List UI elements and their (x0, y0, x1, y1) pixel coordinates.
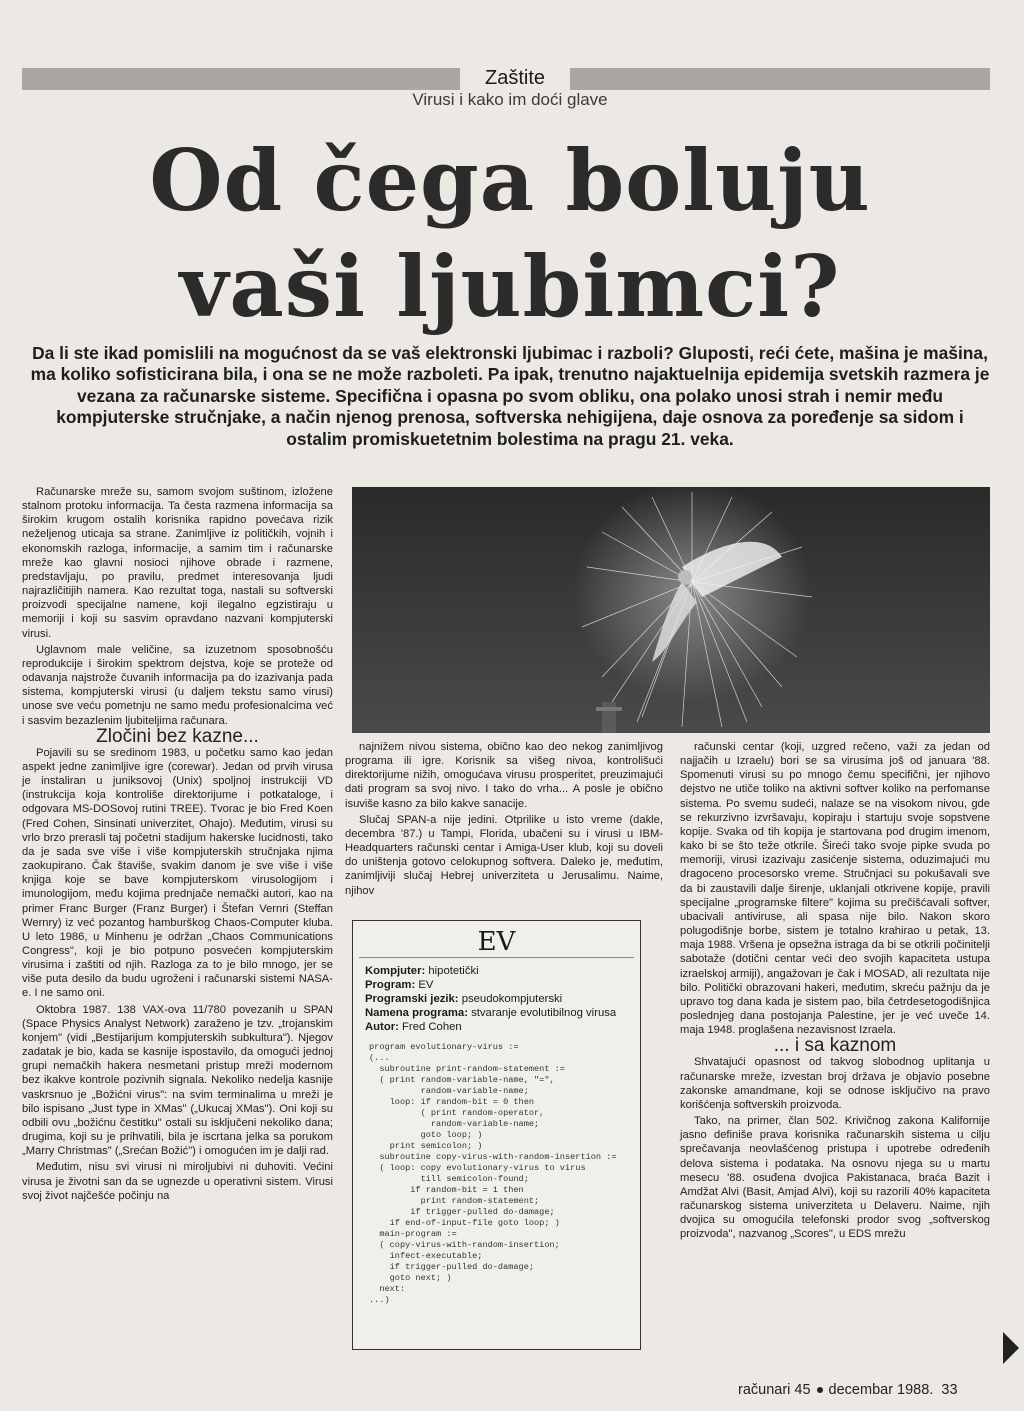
paragraph: Uglavnom male veličine, sa izuzetnom sposobnošću reprodukcije i širokim spektrom dejstva, koje se proteže od odavanja najstrože čuvanih informacija pa do izazivanja pada sistema, kompjuterski virusi (u daljem tekstu samo virusi) unose sve veću pometnju ne samo među profesionalcima već i sasvim bezazlenim ljubiteljima računara. (22, 643, 333, 727)
column-1 (22, 485, 333, 1205)
paragraph: Oktobra 1987. 138 VAX-ova 11/780 povezanih u SPAN (Space Physics Analyst Network) zaraženo je tzv. „trojanskim konjem" (vidi „Bestijarijum kompjuterskih subkultura"). Njegov zadatak je bio, kada se kasnije ispostavilo, da omogući jednoj grupi nemačkih hakera nesmetani pristup mreži modernom bez ikakve kontrole pozivnih signala. Nekoliko nedelja kasnije vaskrsnuo je „Božićni virus": na svim terminalima u mreži je bilo ispisano „Just type in XMas" („Ukucaj XMas"). Oni koji su odbili ovu „božićnu čestitku" ostali su isključeni nekoliko dana; drugima, koji su je prihvatili, bila je iscrtana jelka sa porukom „Marry Christmas" („Srećan Božić") i omogućen im je dalji rad. (22, 1003, 333, 1158)
page-number: 33 (941, 1382, 958, 1398)
sidebar-box (352, 920, 641, 1350)
bullet-icon (817, 1387, 823, 1393)
paragraph: Shvatajući opasnost od takvog slobodnog uplitanja u računarske mreže, izvestan broj država je objavio posebne zakonske amandmane, koji se odnose isključivo na pravo korišćenja softverskih proizvoda. (680, 1056, 990, 1111)
box-title: EV (359, 927, 634, 958)
page-footer (738, 1382, 998, 1398)
paragraph: najnižem nivou sistema, obično kao deo nekog zanimljivog programa ili igre. Korisnik sa višeg nivoa, kontrolišući direktorijume nižih, omogućava virusu prosperitet, preuzimajući dati program sa svoj nivo. I tako do vrha... A posle je obično isuviše kasno za bilo kakve sanacije. (345, 741, 663, 810)
paragraph: Slučaj SPAN-a nije jedini. Otprilike u isto vreme (dakle, decembra '87.) u Tampi, Florida, ubačeni su i virusi u IBM-Headquarters računski centar i Amiga-User klub, koji su doveli do uništenja gotovo celokupnog softvera. Daleko je, međutim, zanimljiviji slučaj Hebrej univerziteta u Jerusalimu. Naime, njihov (345, 813, 663, 897)
paragraph: Tako, na primer, član 502. Krivičnog zakona Kalifornije jasno definiše prava korisnika računarskih sistema u cilju sprečavanja neovlašćenog pristupa i upotrebe određenih delova sistema i podataka. Na osnovu njega su u martu mesecu '88. osuđena dvojica Pakistanaca, braća Bazit i Amdžat Alvi (Basit, Amjad Alvi), koji su razorili 40% kapaciteta računarskog sistema univerziteta u Delaveru. Naime, njih dvojica su omogućila telefonski prodor svog „softverskog proizvoda", nazvanog „Scores", u EDS mrežu (680, 1115, 990, 1241)
meta-purpose: Namena programa: stvaranje evolutibilnog virusa (365, 1007, 617, 1019)
column-2 (345, 740, 663, 900)
code-listing: program evolutionary-virus := (... subroutine print-random-statement := ( print random-variable-name, "=", random-variable-name; loop: if random-bit = 0 then ( print random-operator, random-variable-name; goto loop; ) print semicolon; ) subroutine copy-virus-with-random-insertion := ( loop: copy evolutionary-virus to virus till semicolon-found; if random-bit = 1 then print random-statement; if trigger-pulled do-damage; if end-of-input-file goto loop; ) main-program := ( copy-virus-with-random-insertion; infect-executable; if trigger-pulled do-damage; goto next; ) next: ...) (369, 1042, 617, 1305)
meta-computer: Kompjuter: hipotetički (365, 965, 479, 977)
paragraph: Računarske mreže su, samom svojom suštinom, izložene stalnom protoku informacija. Ta česta razmena informacija sa širokim krugom ostalih korisnika rapidno povećava rizik neželjenog uticaja sa strane. Zanimljive iz političkih, vojnih i ekonomskih razloga, informacije, a samim tim i računarske mreže kao glavni nosioci njihove obrade i razmene, predstavljaju, po pravilu, predmet interesovanja ljudi najrazličitijih namera. Kao rezultat toga, nastali su softverski proizvodi specijalne namene, koji ilegalno egzistiraju u memoriji i koji su sasvim opravdano nazvani kompjuterski virusi. (22, 486, 333, 640)
meta-program: Program: EV (365, 979, 434, 991)
paragraph: Pojavili su se sredinom 1983, u početku samo kao jedan aspekt jedne zanimljive igre (corewar). Jedan od prvih virusa je instaliran u juniksovoj (Unix) spoljnoj instrukciji VD (instrukcija koja kontroliše direktorijume i potkataloge, i odgovara MS-DOSovoj rutini TREE). Tvorac je bio Fred Koen (Fred Cohen, Sinsinati univerzitet, Ohajo). Međutim, virusi su vrlo brzo prerasli taj početni stadijum hakerske lucidnosti, tako da je sada sve više i više kompjuterskih stručnjaka njima zaokupirano. Čak štaviše, svakim danom je sve više i više knjiga koje se bave kompjuterskom virusologijom i imunologijom, među kojima prednjače nemački autori, kao na primer Franc Burger (Franz Burger) i Štefan Vernri (Steffan Wernry) iz već pozantog hamburškog Chaos-Computer kluba. U leto 1986, u Minhenu je održan „Chaos Communications Congress", koji je bio potpuno posvećen kompjuterskim virusima i zaštiti od njih. Razloga za to je bilo mnogo, jer se više puta desilo da budu ugroženi i računarski sistemi NASA-e. I ne samo oni. (22, 746, 333, 1000)
meta-language: Programski jezik: pseudokompjuterski (365, 993, 563, 1005)
meta-author: Autor: Fred Cohen (365, 1021, 462, 1033)
article-subtitle: Virusi i kako im doći glave (412, 90, 608, 109)
column-3 (680, 740, 990, 1243)
title-line-1: Od čega boluju (149, 131, 871, 230)
program-metadata (353, 958, 640, 1038)
paragraph: računski centar (koji, uzgred rečeno, važi za jedan od najjačih u Izraelu) bori se sa virusima još od januara '88. Spomenuti virusi su po mnogo čemu specifični, jer njihovo dejstvo ne utiče toliko na aktivni softver koliko na perfomanse sistema. Po svemu sudeći, nalaze se na visokom nivou, gde se rekurzivno izvršavaju, kopiraju i startuju svoje sopstvene kopije. Svaka od tih kopija je startovana pod drugim imenom, kako bi se što teže otkrile. Šireći tako svoje pipke svuda po memoriji, virusi izazivaju zasićenje sistema, oduzimajući mu dragoceno procesorsko vreme. Stručnjaci su pokušavali sve da bi zaustavili dalje širenje, uklanjali otkrivene kopije, pravili specijalne „programske filtere" kojima su prečišćavali softver, ubacivali antiviruse, ali spasa nije bilo. Nakon skoro polugodišnje borbe, sistem je totalno krahirao u petak, 13. maja 1988. Vršena je opsežna istraga da bi se otkrili počinitelji sabotaže (dotični centar veći deo svojih kapaciteta ustupa izraelskoj armiji), angažovan je čak i MOSAD, ali rezultata nije bilo. Politički obrazovani hakeri, međutim, skreću pažnju da je upravo tog dana kada je sistem pao, bila četrdesetogodišnjica poslednjeg dana postojanja Palestine, jer je već uveče 14. maja 1948. proglašena nezavisnost Izraela. (680, 741, 990, 1037)
article-title (60, 128, 960, 340)
article-lede: Da li ste ikad pomislili na mogućnost da se vaš elektronski ljubimac i razboli? Gluposti, reći ćete, mašina je mašina, ma koliko sofisticirana bila, i ona se ne može razboleti. Pa ipak, trenutno najaktuelnija epidemija svetskih razmera je vezana za računarske sisteme. Specifična i opasna po svom obliku, ona polako unosi strah i nemir među kompjuterske stručnjake, a način njenog prenosa, softverska nehigijena, daje osnova za poređenje sa sidom i ostalim promiskuetetnim bolestima na pragu 21. veka. (30, 343, 990, 449)
issue-date: decembar 1988. (828, 1382, 934, 1398)
section-heading: Zločini bez kazne... (96, 725, 259, 747)
illustration-photo (352, 487, 990, 733)
fireworks-angel-image (352, 487, 990, 733)
continue-arrow-icon (1003, 1332, 1019, 1364)
title-line-2: vaši ljubimci? (179, 237, 841, 336)
section-label: Zaštite (460, 66, 570, 90)
magazine-name: računari 45 (738, 1382, 811, 1398)
section-heading: ... i sa kaznom (773, 1035, 897, 1057)
paragraph: Međutim, nisu svi virusi ni miroljubivi ni duhoviti. Većini virusa je životni san da se ugnezde u operativni sistem. Virusi svoj život najčešće počinju na (22, 1161, 333, 1202)
